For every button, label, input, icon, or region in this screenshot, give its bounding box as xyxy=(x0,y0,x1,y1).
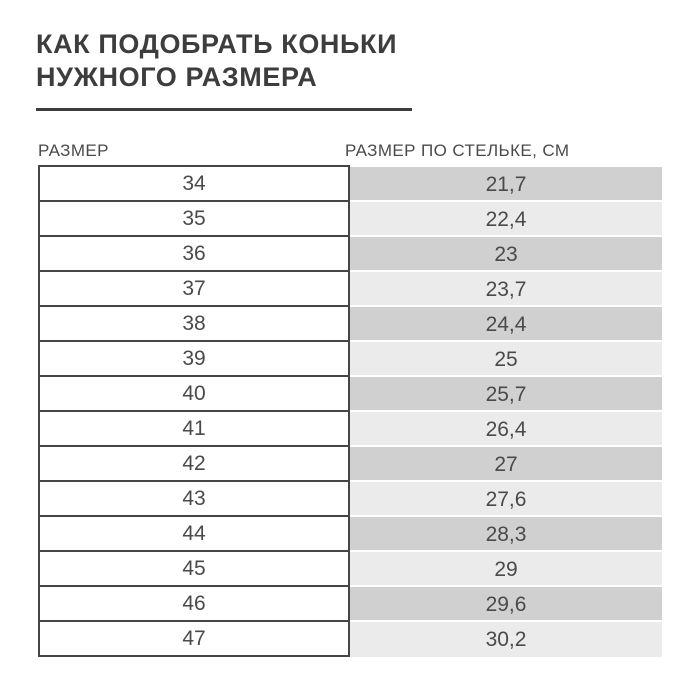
size-cell: 39 xyxy=(38,340,350,377)
insole-cell: 30,2 xyxy=(350,620,662,657)
table-row xyxy=(38,480,662,517)
table-row xyxy=(38,340,662,377)
size-cell: 43 xyxy=(38,480,350,517)
table-row xyxy=(38,165,662,202)
size-cell: 40 xyxy=(38,375,350,412)
table-row xyxy=(38,410,662,447)
insole-cell: 24,4 xyxy=(350,305,662,342)
insole-cell: 22,4 xyxy=(350,200,662,237)
insole-cell: 27 xyxy=(350,445,662,482)
size-cell: 45 xyxy=(38,550,350,587)
size-cell: 35 xyxy=(38,200,350,237)
table-row xyxy=(38,200,662,237)
table-row xyxy=(38,550,662,587)
table-row xyxy=(38,620,662,657)
table-row xyxy=(38,375,662,412)
insole-cell: 29,6 xyxy=(350,585,662,622)
title-underline xyxy=(36,108,412,111)
insole-cell: 23 xyxy=(350,235,662,272)
size-cell: 38 xyxy=(38,305,350,342)
insole-cell: 28,3 xyxy=(350,515,662,552)
column-header-insole: РАЗМЕР ПО СТЕЛЬКЕ, СМ xyxy=(345,141,570,160)
insole-cell: 26,4 xyxy=(350,410,662,447)
table-row xyxy=(38,270,662,307)
column-header-size: РАЗМЕР xyxy=(38,141,109,160)
size-cell: 36 xyxy=(38,235,350,272)
table-row xyxy=(38,585,662,622)
page-title-line2: НУЖНОГО РАЗМЕРА xyxy=(36,62,318,92)
insole-cell: 21,7 xyxy=(350,165,662,202)
insole-cell: 27,6 xyxy=(350,480,662,517)
size-table xyxy=(38,165,662,657)
size-cell: 44 xyxy=(38,515,350,552)
table-row xyxy=(38,305,662,342)
size-cell: 41 xyxy=(38,410,350,447)
size-cell: 42 xyxy=(38,445,350,482)
size-cell: 34 xyxy=(38,165,350,202)
size-cell: 37 xyxy=(38,270,350,307)
table-row xyxy=(38,445,662,482)
insole-cell: 23,7 xyxy=(350,270,662,307)
table-row xyxy=(38,235,662,272)
table-row xyxy=(38,515,662,552)
page-title-line1: КАК ПОДОБРАТЬ КОНЬКИ xyxy=(36,29,398,59)
page-title xyxy=(36,28,397,94)
insole-cell: 25 xyxy=(350,340,662,377)
insole-cell: 25,7 xyxy=(350,375,662,412)
insole-cell: 29 xyxy=(350,550,662,587)
size-cell: 46 xyxy=(38,585,350,622)
size-cell: 47 xyxy=(38,620,350,657)
